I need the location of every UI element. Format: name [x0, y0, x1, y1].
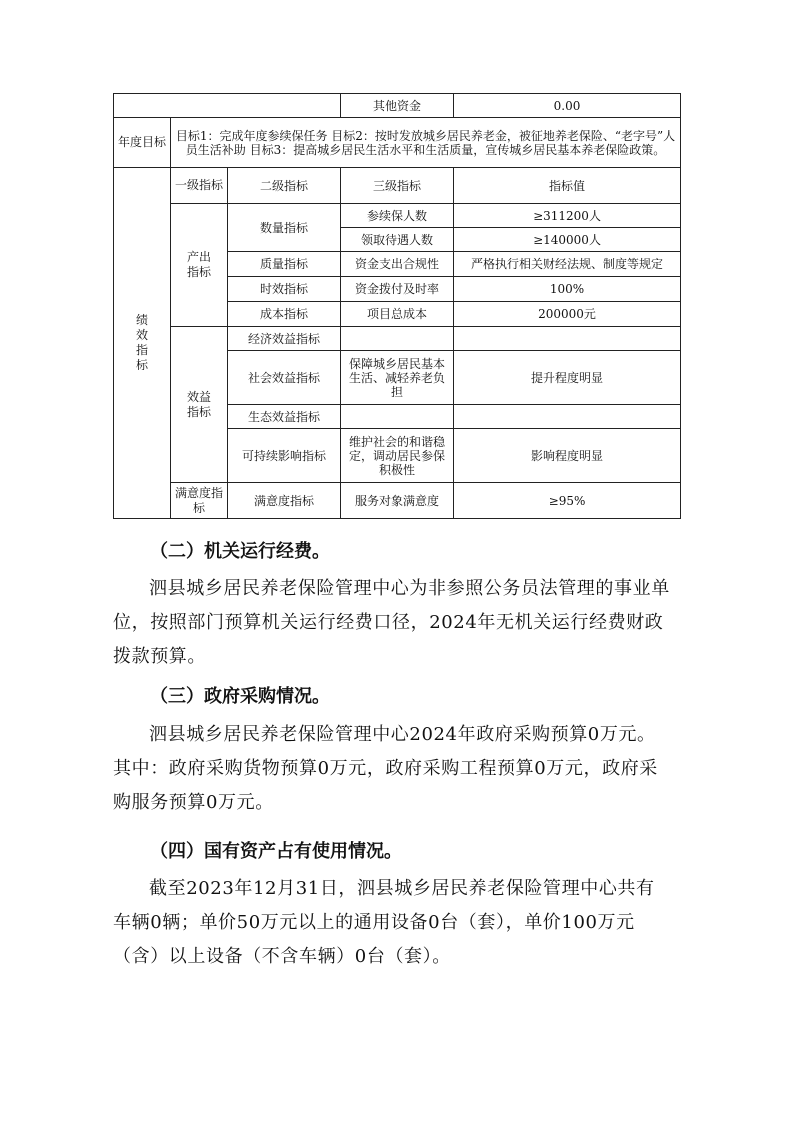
sustain-value: 影响程度明显 — [454, 429, 681, 483]
section-4-text: 截至2023年12月31日，泗县城乡居民养老保险管理中心共有车辆0辆；单价50万元以上的通用设备0台（套），单价100万元（含）以上设备（不含车辆）0台（套）。 — [113, 878, 655, 967]
eco-indicator-label: 生态效益指标 — [228, 405, 341, 429]
header-level2: 二级指标 — [228, 168, 341, 204]
table-row — [114, 118, 681, 168]
satisfaction-value: ≥95% — [454, 483, 681, 519]
econ-indicator-label: 经济效益指标 — [228, 327, 341, 351]
social-name: 保障城乡居民基本生活、减轻养老负担 — [341, 351, 454, 405]
header-level3: 三级指标 — [341, 168, 454, 204]
timeliness-name: 资金拨付及时率 — [341, 277, 454, 302]
quality-value: 严格执行相关财经法规、制度等规定 — [454, 252, 681, 277]
table-row — [114, 94, 681, 118]
section-2-heading: （二）机关运行经费。 — [150, 541, 330, 562]
section-3-heading: （三）政府采购情况。 — [150, 686, 330, 707]
benefit-indicator-label — [171, 327, 228, 483]
sustain-indicator-label: 可持续影响指标 — [228, 429, 341, 483]
output-indicator-text: 产出指标 — [186, 250, 211, 279]
annual-goal-label: 年度目标 — [114, 118, 171, 168]
cost-name: 项目总成本 — [341, 302, 454, 327]
annual-goal-text: 目标1：完成年度参续保任务 目标2：按时发放城乡居民养老金，被征地养老保险、“老字号”人员生活补助 目标3：提高城乡居民生活水平和生活质量，宣传城乡居民基本养老保险政策。 — [171, 118, 681, 168]
table-row — [114, 483, 681, 519]
timeliness-value: 100% — [454, 277, 681, 302]
econ-value — [454, 327, 681, 351]
other-funds-value: 0.00 — [454, 94, 681, 118]
quantity-indicator-label: 数量指标 — [228, 204, 341, 252]
section-2-text: 泗县城乡居民养老保险管理中心为非参照公务员法管理的事业单位，按照部门预算机关运行经费口径，2024年无机关运行经费财政拨款预算。 — [113, 578, 670, 667]
other-funds-label: 其他资金 — [341, 94, 454, 118]
perf-indicator-label — [114, 168, 171, 519]
eco-value — [454, 405, 681, 429]
table-row — [114, 327, 681, 351]
empty-cell — [114, 94, 341, 118]
satisfaction-indicator-label: 满意度指标 — [171, 483, 228, 519]
satisfaction-name: 服务对象满意度 — [341, 483, 454, 519]
cost-value: 200000元 — [454, 302, 681, 327]
timeliness-indicator-label: 时效指标 — [228, 277, 341, 302]
header-level1: 一级指标 — [171, 168, 228, 204]
table-row — [114, 204, 681, 228]
perf-indicator-text: 绩效指标 — [135, 313, 148, 372]
eco-name — [341, 405, 454, 429]
quality-name: 资金支出合规性 — [341, 252, 454, 277]
quality-indicator-label: 质量指标 — [228, 252, 341, 277]
social-indicator-label: 社会效益指标 — [228, 351, 341, 405]
q1-value: ≥311200人 — [454, 204, 681, 228]
performance-table — [113, 93, 681, 519]
econ-name — [341, 327, 454, 351]
q2-name: 领取待遇人数 — [341, 228, 454, 252]
output-indicator-label — [171, 204, 228, 327]
q1-name: 参续保人数 — [341, 204, 454, 228]
section-4-heading: （四）国有资产占有使用情况。 — [150, 841, 402, 862]
table-row — [114, 168, 681, 204]
sustain-name: 维护社会的和谐稳定，调动居民参保积极性 — [341, 429, 454, 483]
q2-value: ≥140000人 — [454, 228, 681, 252]
benefit-indicator-text: 效益指标 — [186, 389, 211, 419]
satisfaction-l2: 满意度指标 — [228, 483, 341, 519]
social-value: 提升程度明显 — [454, 351, 681, 405]
cost-indicator-label: 成本指标 — [228, 302, 341, 327]
section-3-text: 泗县城乡居民养老保险管理中心2024年政府采购预算0万元。其中：政府采购货物预算0万元，政府采购工程预算0万元，政府采购服务预算0万元。 — [113, 724, 658, 813]
header-value: 指标值 — [454, 168, 681, 204]
